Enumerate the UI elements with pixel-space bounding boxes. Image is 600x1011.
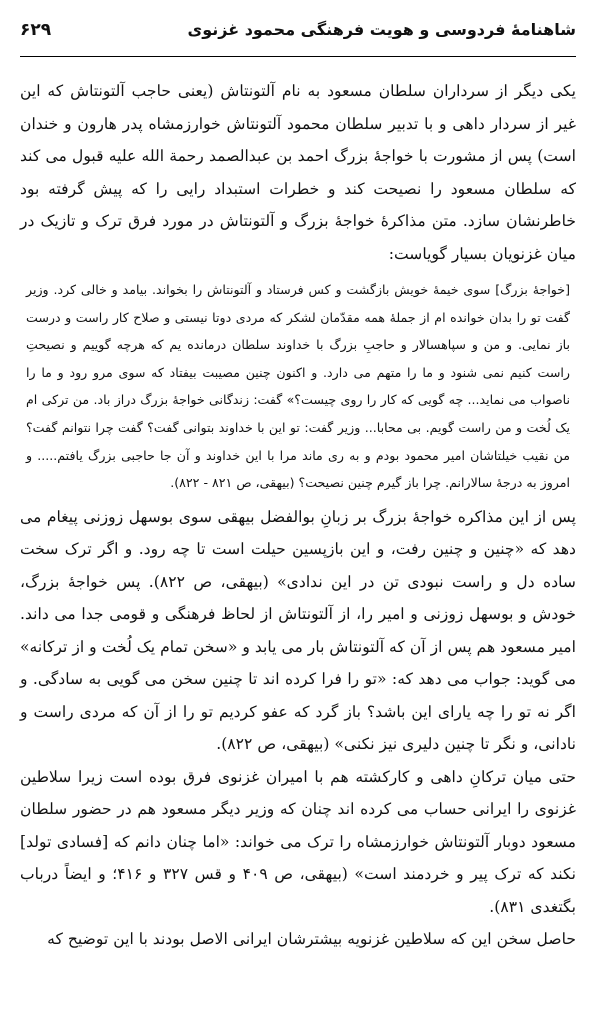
running-title: شاهنامهٔ فردوسی و هویت فرهنگی محمود غزنوی — [187, 20, 576, 39]
paragraph: حاصل سخن این که سلاطین غزنویه بیشترشان ایرانی الاصل بودند با این توضیح که — [47, 930, 576, 949]
paragraph: پس از این مذاکره خواجهٔ بزرگ بر زبانِ بوالفضل بیهقی سوی بوسهل زوزنی پیغام می دهد که «چنین و چنین رفت، و این بازپسین حیلت است تا چه رود. و اگر ترک سخت ساده دل و راست نبودی تن در این ندادی» (بیهقی، ص ۸۲۲). پس خواجهٔ بزرگ، خودش و بوسهل زوزنی و امیر را، از آلتونتاش از لحاظ فرهنگی و قومی جدا می داند. امیر مسعود هم پس از آن که آلتونتاش بار می یابد و «سخن تمام یک لُخت و از ترکانه» می گوید: جواب می دهد که: «تو را فرا کرده اند تا چنین سخن می گویی به سادگی. و اگر نه تو را چه یارای این باشد؟ باز گرد که عفو کردیم تو را از آن که مردی راست و نادانی، و نگر تا چنین دلیری نیز نکنی» (بیهقی، ص ۸۲۲). — [20, 507, 576, 754]
block-quote: [خواجهٔ بزرگ] سوی خیمهٔ خویش بازگشت و کس فرستاد و آلتونتاش را بخواند. بیامد و خالی کرد. وزیر گفت تو را بدان خوانده ام از جملهٔ همه مقدّمان لشکر که مردی دوتا نیستی و صلاح کار راست و درست باز نمایی. و من و سپاهسالار و حاجبِ بزرگ با خداوند سلطان درمانده یم که هرچه گوییم و نصیحتِ راست کنیم نمی شنود و ما را متهم می دارد. و اکنون چنین مصیبت بیفتاد که سوی مرو رود و ما را ناصواب می نماید... چه گویی که کار را روی چیست؟» گفت: زندگانی خواجهٔ بزرگ دراز باد. من ترکی ام یک لُخت و من راست گویم. بی محابا... وزیر گفت: تو این با خداوند بتوانی گفت؟ گفت چرا نتوانم گفت؟ من نقیب خیلتاشان امیر محمود بودم و به ری ماند مرا با این خداوند و آن جا حاجبی بزرگ یافتم..... و امروز به درجهٔ سالارانم. چرا باز گیرم چنین نصیحت؟ (بیهقی، ص ۸۲۱ - ۸۲۲). — [26, 282, 570, 491]
running-header — [20, 20, 576, 57]
paragraph: حتی میان ترکانِ داهی و کارکشته هم با امیران غزنوی فرق بوده است زیرا سلاطین غزنوی را ایرانی حساب می کرده اند چنان که وزیر دیگر مسعود هم در حضور سلطان مسعود دوبار آلتونتاش خوارزمشاه را ترک می خواند: «اما چنان دانم که [فسادی تولد] نکند که ترک پیر و خردمند است» (بیهقی، ص ۴۰۹ و قس ۳۲۷ و ۴۱۶؛ و ایضاً درباب بگتغدی ۸۳۱). — [20, 767, 576, 916]
body-text — [20, 75, 576, 956]
paragraph: یکی دیگر از سرداران سلطان مسعود به نام آلتونتاش (یعنی حاجب آلتونتاش که این غیر از سردار داهی و با تدبیر سلطان محمود آلتونتاش خوارزمشاه پدر هارون و خندان است) پس از مشورت با خواجهٔ بزرگ احمد بن عبدالصمد رحمة الله علیه قبول می کند که سلطان مسعود را نصیحت کند و خطرات استبداد رایی را که پیش گرفته بود خاطرنشان سازد. متن مذاکرهٔ خواجهٔ بزرگ و آلتونتاش در مورد فرق ترک و تازیک در میان غزنویان بسیار گویاست: — [20, 82, 576, 263]
page-number: ۶۲۹ — [20, 20, 52, 40]
